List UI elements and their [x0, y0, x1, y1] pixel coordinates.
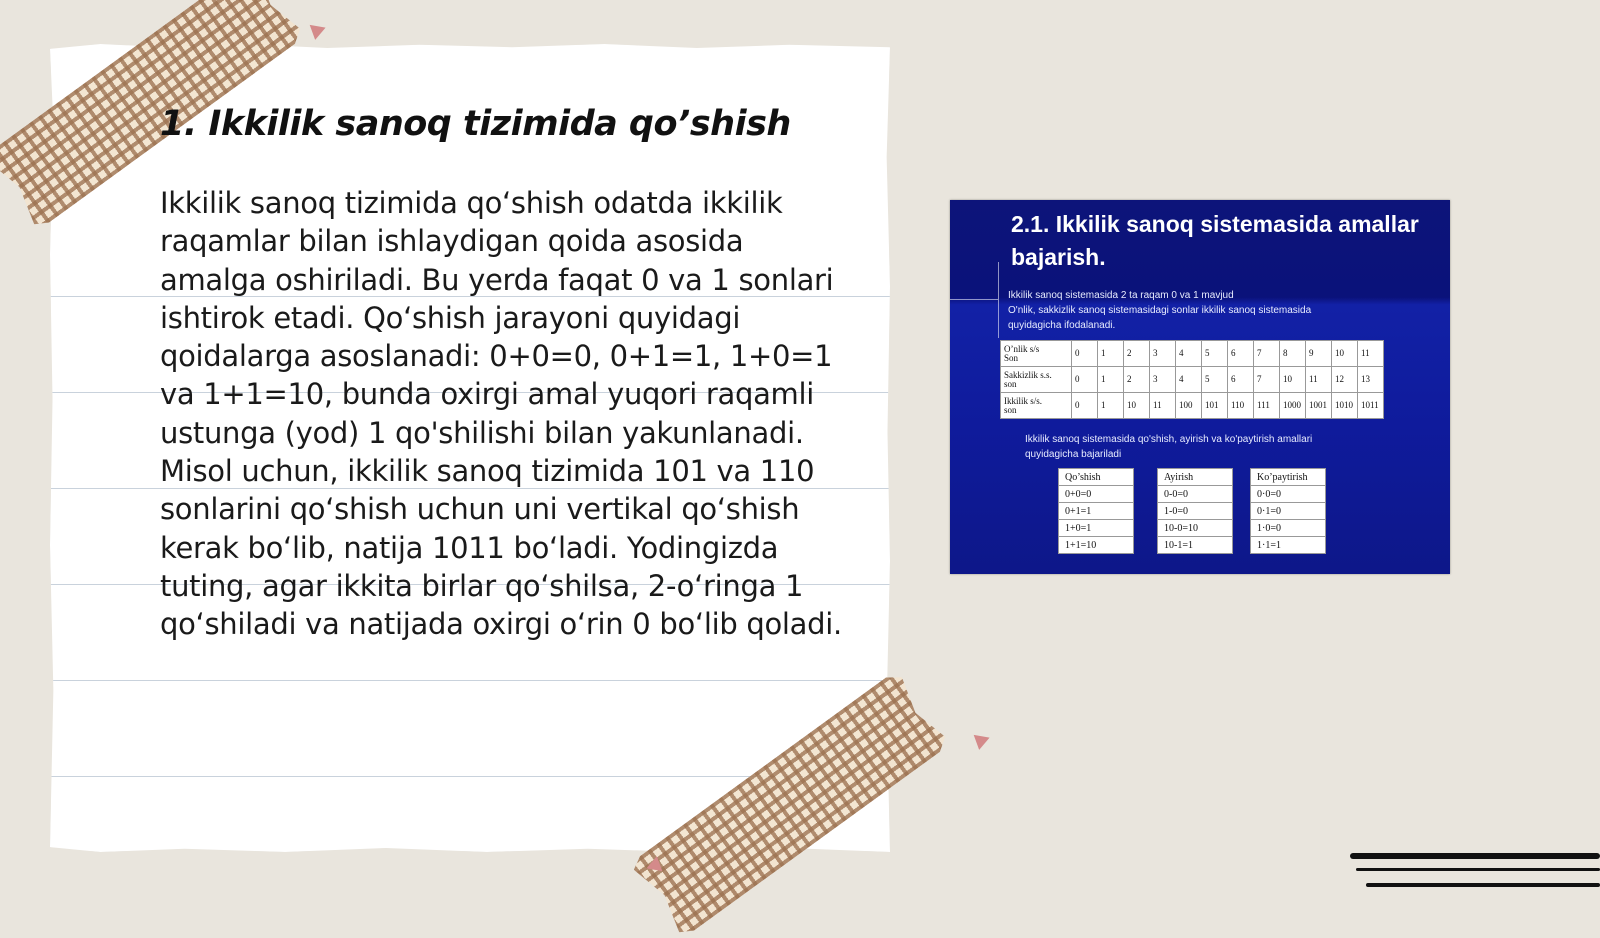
conversion-cell: 10 — [1332, 341, 1358, 367]
ops-cell: 0+1=1 — [1059, 503, 1134, 520]
ops-row — [1251, 503, 1326, 520]
body-paragraph: Ikkilik sanoq tizimida qo‘shish odatda ikkilik raqamlar bilan ishlaydigan qoida asosida amalga oshiriladi. Bu yerda faqat 0 va 1 sonlari ishtirok etadi. Qo‘shish jarayoni quyidagi qoidalarga asoslanadi: 0+0=0, 0+1=1, 1+0=1 va 1+1=10, bunda oxirgi amal yuqori raqamli ustunga (yod) 1 qo'shilishi bilan yakunlanadi. Misol uchun, ikkilik sanoq tizimida 101 va 110 sonlarini qo‘shish uchun uni vertikal qo‘shish kerak bo‘lib, natija 1011 bo‘ladi. Yodingizda tuting, agar ikkita birlar qo‘shilsa, 2-o‘ringa 1 qo‘shiladi va natijada oxirgi o‘rin 0 bo‘lib qoladi. — [160, 186, 842, 642]
conversion-cell: 9 — [1306, 341, 1332, 367]
ops-row — [1158, 486, 1233, 503]
tape-flag — [974, 730, 993, 750]
conversion-cell: 12 — [1332, 367, 1358, 393]
conversion-cell: 3 — [1150, 341, 1176, 367]
conversion-cell: 100 — [1176, 393, 1202, 419]
ops-row — [1059, 486, 1134, 503]
conversion-row — [1001, 367, 1384, 393]
conversion-cell: 1010 — [1332, 393, 1358, 419]
ops-header: Ko’paytirish — [1251, 469, 1326, 486]
conversion-cell: 10 — [1124, 393, 1150, 419]
slide-divider — [998, 262, 999, 338]
note-line: quyidagicha bajariladi — [1025, 449, 1122, 460]
note-line: Ikkilik sanoq sistemasida 2 ta raqam 0 va 1 mavjud — [1008, 290, 1234, 301]
ops-cell: 0·1=0 — [1251, 503, 1326, 520]
conversion-cell: 101 — [1202, 393, 1228, 419]
conversion-cell: 5 — [1202, 341, 1228, 367]
note-line: O'nlik, sakkizlik sanoq sistemasidagi sonlar ikkilik sanoq sistemasida — [1008, 305, 1312, 316]
ops-row — [1158, 503, 1233, 520]
ops-row — [1158, 520, 1233, 537]
conversion-cell: 1 — [1098, 341, 1124, 367]
conversion-cell: 13 — [1358, 367, 1384, 393]
ops-row — [1059, 503, 1134, 520]
ops-cell: 10-0=10 — [1158, 520, 1233, 537]
ops-cell: 0·0=0 — [1251, 486, 1326, 503]
conversion-cell: 5 — [1202, 367, 1228, 393]
conversion-row — [1001, 341, 1384, 367]
conversion-cell: 3 — [1150, 367, 1176, 393]
conversion-cell: 6 — [1228, 341, 1254, 367]
conversion-row-label — [1001, 393, 1072, 419]
slide-divider — [950, 299, 998, 300]
ops-cell: 1+0=1 — [1059, 520, 1134, 537]
conversion-cell: 6 — [1228, 367, 1254, 393]
slide-note-intro — [1008, 288, 1311, 333]
label-line: Ikkilik s/s. — [1004, 395, 1043, 406]
conversion-cell: 111 — [1254, 393, 1280, 419]
ops-cell: 0-0=0 — [1158, 486, 1233, 503]
conversion-cell: 1011 — [1358, 393, 1384, 419]
decorative-stroke — [1356, 868, 1600, 871]
ops-cell: 1·1=1 — [1251, 537, 1326, 554]
ops-cell: 1+1=10 — [1059, 537, 1134, 554]
page-title: 1. Ikkilik sanoq tizimida qo’shish — [160, 104, 791, 144]
conversion-cell: 4 — [1176, 341, 1202, 367]
ops-cell: 0+0=0 — [1059, 486, 1134, 503]
conversion-row-label — [1001, 341, 1072, 367]
conversion-cell: 0 — [1072, 367, 1098, 393]
conversion-cell: 7 — [1254, 367, 1280, 393]
conversion-cell: 7 — [1254, 341, 1280, 367]
conversion-cell: 0 — [1072, 341, 1098, 367]
ruled-line — [50, 680, 890, 681]
conversion-cell: 0 — [1072, 393, 1098, 419]
ops-cell: 10-1=1 — [1158, 537, 1233, 554]
decorative-stroke — [1366, 883, 1600, 887]
ops-cell: 1-0=0 — [1158, 503, 1233, 520]
ops-row — [1251, 520, 1326, 537]
ops-row — [1158, 537, 1233, 554]
label-line: Sakkizlik s.s. — [1004, 369, 1052, 380]
conversion-cell: 10 — [1280, 367, 1306, 393]
multiplication-table — [1250, 468, 1326, 554]
conversion-cell: 11 — [1306, 367, 1332, 393]
label-line: son — [1004, 378, 1017, 389]
label-line: son — [1004, 404, 1017, 415]
ops-row — [1251, 537, 1326, 554]
tape-flag — [310, 20, 329, 40]
conversion-cell: 2 — [1124, 367, 1150, 393]
ops-row — [1059, 537, 1134, 554]
ops-header: Qo’shish — [1059, 469, 1134, 486]
conversion-cell: 110 — [1228, 393, 1254, 419]
note-line: Ikkilik sanoq sistemasida qo'shish, ayirish va ko'paytirish amallari — [1025, 434, 1313, 445]
conversion-cell: 11 — [1150, 393, 1176, 419]
ops-header-row — [1251, 469, 1326, 486]
conversion-cell: 1 — [1098, 367, 1124, 393]
conversion-cell: 4 — [1176, 367, 1202, 393]
note-line: quyidagicha ifodalanadi. — [1008, 320, 1116, 331]
slide-note-operations — [1025, 432, 1312, 462]
label-line: Son — [1004, 352, 1019, 363]
addition-table — [1058, 468, 1134, 554]
conversion-row-label — [1001, 367, 1072, 393]
ops-row — [1251, 486, 1326, 503]
ops-header-row — [1059, 469, 1134, 486]
conversion-cell: 1 — [1098, 393, 1124, 419]
conversion-table — [1000, 340, 1384, 419]
subtraction-table — [1157, 468, 1233, 554]
conversion-cell: 8 — [1280, 341, 1306, 367]
ops-cell: 1·0=0 — [1251, 520, 1326, 537]
conversion-cell: 11 — [1358, 341, 1384, 367]
slide-title: 2.1. Ikkilik sanoq sistemasida amallar bajarish. — [1011, 211, 1419, 270]
ops-header-row — [1158, 469, 1233, 486]
conversion-row — [1001, 393, 1384, 419]
conversion-cell: 1000 — [1280, 393, 1306, 419]
embedded-slide-image — [950, 200, 1450, 574]
label-line: O’nlik s/s — [1004, 343, 1040, 354]
ops-row — [1059, 520, 1134, 537]
conversion-cell: 1001 — [1306, 393, 1332, 419]
conversion-cell: 2 — [1124, 341, 1150, 367]
decorative-stroke — [1350, 853, 1600, 859]
ops-header: Ayirish — [1158, 469, 1233, 486]
